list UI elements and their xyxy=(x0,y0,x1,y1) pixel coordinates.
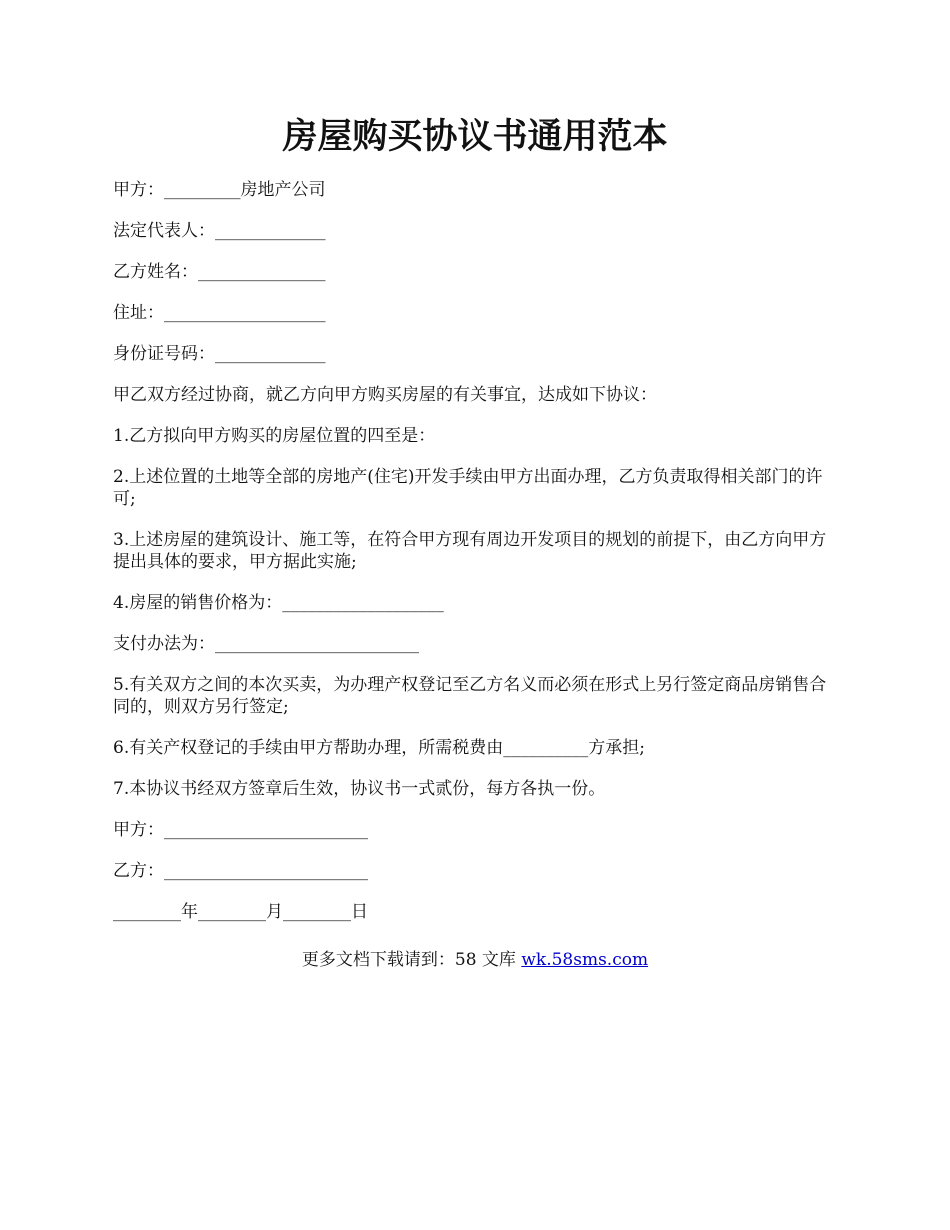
party-b-signature-line: 乙方：________________________ xyxy=(113,861,368,881)
party-a-line: 甲方：_________房地产公司 xyxy=(113,180,326,200)
clause-2: 2.上述位置的土地等全部的房地产(住宅)开发手续由甲方出面办理，乙方负责取得相关部门的许可; xyxy=(113,467,823,509)
date-line: ________年________月________日 xyxy=(113,902,368,922)
clause-7: 7.本协议书经双方签章后生效，协议书一式贰份，每方各执一份。 xyxy=(113,779,606,799)
clause-3: 3.上述房屋的建筑设计、施工等，在符合甲方现有周边开发项目的规划的前提下，由乙方向甲方提出具体的要求，甲方据此实施; xyxy=(113,530,827,572)
party-a-signature-line: 甲方：________________________ xyxy=(113,820,368,840)
clause-6: 6.有关产权登记的手续由甲方帮助办理，所需税费由__________方承担; xyxy=(113,738,645,758)
clause-4-price: 4.房屋的销售价格为：___________________ xyxy=(113,593,444,613)
payment-method-line: 支付办法为：________________________ xyxy=(113,634,419,654)
document-title: 房屋购买协议书通用范本 xyxy=(282,116,668,157)
footer-text: 更多文档下载请到：58 文库 xyxy=(301,950,522,970)
footer-link[interactable]: wk.58sms.com xyxy=(521,950,649,970)
footer-note xyxy=(0,949,950,971)
party-b-name-line: 乙方姓名：_______________ xyxy=(113,262,326,282)
id-number-line: 身份证号码：_____________ xyxy=(113,344,326,364)
document-body xyxy=(113,179,838,942)
legal-representative-line: 法定代表人：_____________ xyxy=(113,221,326,241)
clause-1: 1.乙方拟向甲方购买的房屋位置的四至是： xyxy=(113,426,436,446)
address-line: 住址：___________________ xyxy=(113,303,326,323)
clause-5: 5.有关双方之间的本次买卖，为办理产权登记至乙方名义而必须在形式上另行签定商品房销售合同的，则双方另行签定; xyxy=(113,675,827,717)
preamble-paragraph: 甲乙双方经过协商，就乙方向甲方购买房屋的有关事宜，达成如下协议： xyxy=(113,385,657,405)
